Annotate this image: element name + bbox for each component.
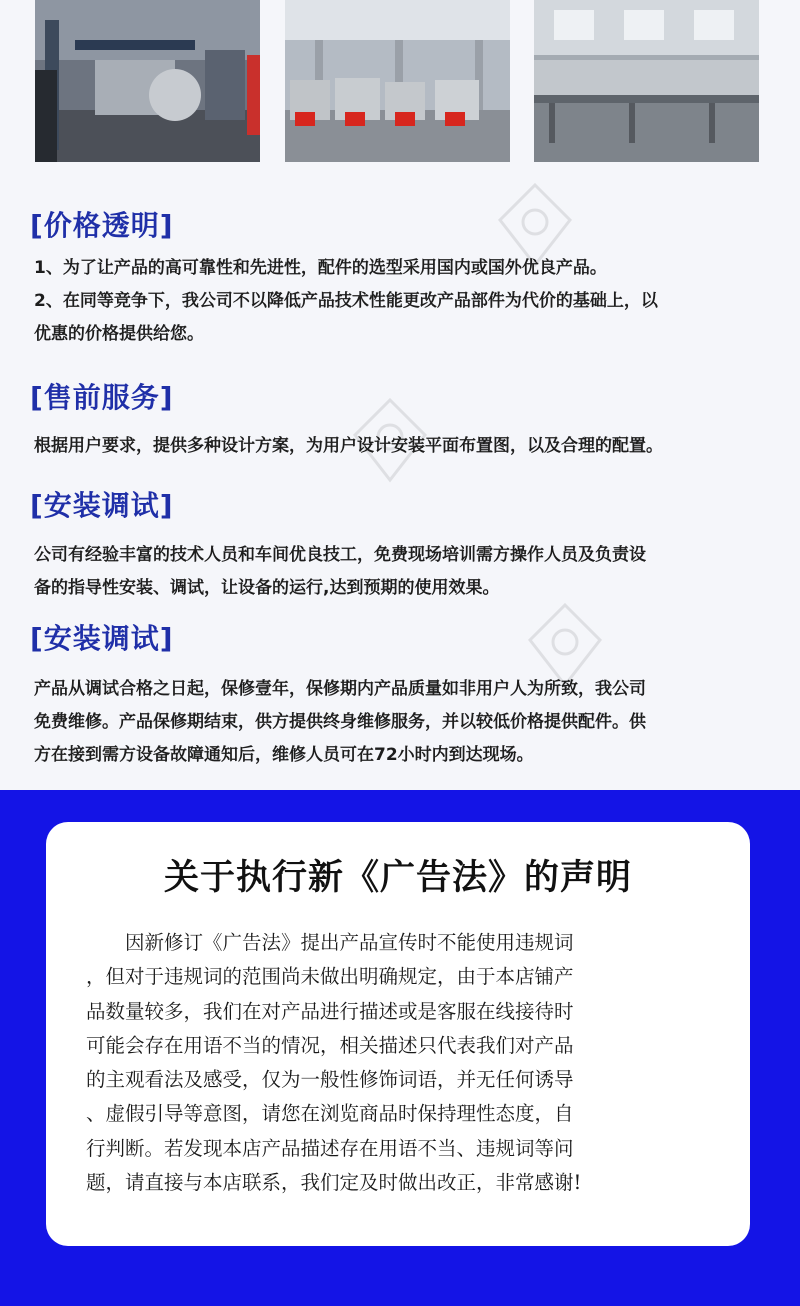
section-line: 根据用户要求，提供多种设计方案，为用户设计安装平面布置图，以及合理的配置。: [34, 436, 663, 456]
section-body-price: [34, 252, 774, 351]
factory-photo-welding: [35, 0, 260, 162]
notice-line: 行判断。若发现本店产品描述存在用语不当、违规词等问: [86, 1136, 574, 1160]
section-heading-install: [安装调试]: [30, 489, 174, 522]
factory-photo-strip: [0, 0, 800, 190]
section-line: 免费维修。产品保修期结束，供方提供终身维修服务，并以较低价格提供配件。供: [34, 712, 646, 732]
section-line: 优惠的价格提供给您。: [34, 324, 204, 344]
section-line: 产品从调试合格之日起，保修壹年，保修期内产品质量如非用户人为所致，我公司: [34, 679, 646, 699]
notice-line: 的主观看法及感受，仅为一般性修饰词语，并无任何诱导: [86, 1068, 574, 1092]
section-line: 2、在同等竞争下，我公司不以降低产品技术性能更改产品部件为代价的基础上，以: [34, 291, 658, 311]
factory-photo-conveyor: [534, 0, 759, 162]
notice-line: 、虚假引导等意图，请您在浏览商品时保持理性态度，自: [86, 1102, 574, 1126]
section-heading-presales: [售前服务]: [30, 381, 174, 414]
notice-body: [86, 926, 682, 1200]
section-body-presales: [34, 430, 774, 463]
section-line: 备的指导性安装、调试，让设备的运行,达到预期的使用效果。: [34, 578, 500, 598]
section-line: 方在接到需方设备故障通知后，维修人员可在72小时内到达现场。: [34, 745, 534, 765]
section-heading-warranty: [安装调试]: [30, 622, 174, 655]
notice-card: [46, 822, 750, 1246]
notice-line: 品数量较多，我们在对产品进行描述或是客服在线接待时: [86, 999, 574, 1023]
notice-line: 题，请直接与本店联系，我们定及时做出改正，非常感谢!: [86, 1171, 582, 1195]
section-line: 1、为了让产品的高可靠性和先进性，配件的选型采用国内或国外优良产品。: [34, 258, 607, 278]
notice-line: 因新修订《广告法》提出产品宣传时不能使用违规词: [86, 931, 574, 954]
notice-title: 关于执行新《广告法》的声明: [163, 858, 632, 898]
notice-line: 可能会存在用语不当的情况，相关描述只代表我们对产品: [86, 1033, 574, 1057]
section-heading-price: [价格透明]: [30, 209, 174, 242]
section-body-warranty: [34, 673, 774, 772]
section-body-install: [34, 539, 774, 605]
factory-photo-workshop: [285, 0, 510, 162]
section-line: 公司有经验丰富的技术人员和车间优良技工，免费现场培训需方操作人员及负责设: [34, 545, 646, 565]
notice-line: ，但对于违规词的范围尚未做出明确规定，由于本店铺产: [86, 965, 574, 989]
